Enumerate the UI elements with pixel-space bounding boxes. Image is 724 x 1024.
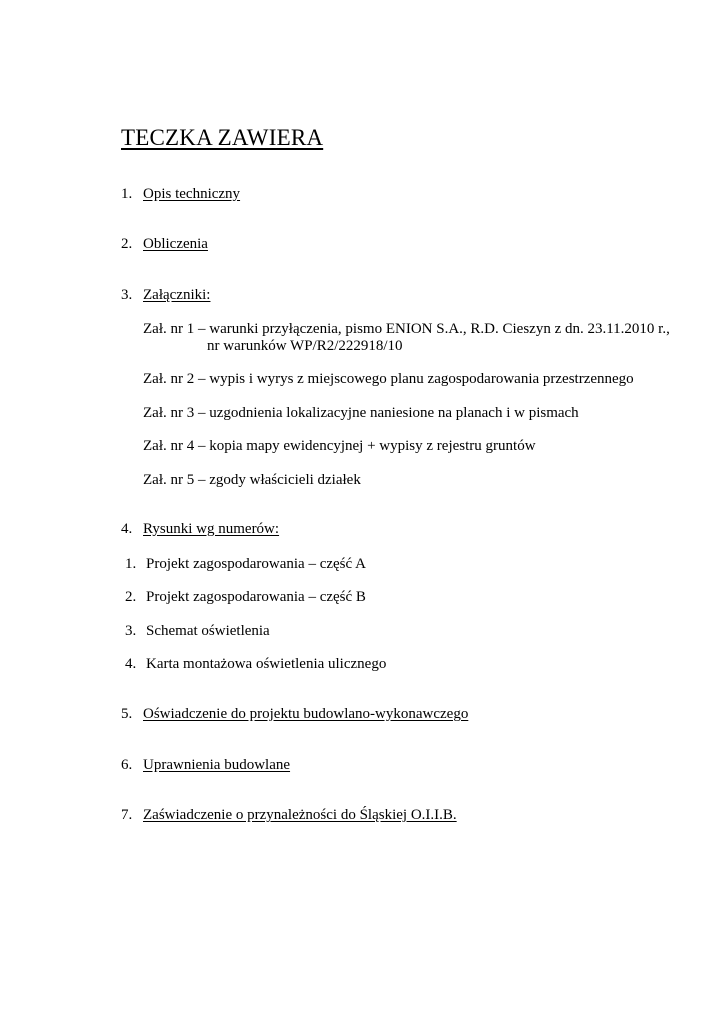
list-item-5	[121, 705, 468, 723]
attachment-2: Zał. nr 2 – wypis i wyrys z miejscowego planu zagospodarowania przestrzennego	[143, 371, 634, 387]
drawing-label: Projekt zagospodarowania – część B	[146, 589, 366, 605]
drawing-2	[125, 588, 366, 606]
list-item-label: Załączniki:	[143, 287, 211, 303]
list-item-number: 6.	[121, 757, 133, 773]
list-item-number: 7.	[121, 807, 133, 823]
list-item-label: Opis techniczny	[143, 186, 241, 202]
attachment-1-continuation: nr warunków WP/R2/222918/10	[207, 338, 403, 354]
drawing-label: Projekt zagospodarowania – część A	[146, 556, 366, 572]
drawing-label: Schemat oświetlenia	[146, 623, 270, 639]
list-item-4	[121, 520, 279, 538]
drawing-number: 3.	[125, 623, 137, 639]
drawing-number: 4.	[125, 656, 137, 672]
list-item-6	[121, 756, 290, 774]
list-item-number: 5.	[121, 706, 133, 722]
list-item-label: Oświadczenie do projektu budowlano-wykonawczego	[143, 706, 469, 722]
drawing-3	[125, 622, 270, 640]
list-item-number: 2.	[121, 236, 133, 252]
document-title: TECZKA ZAWIERA	[121, 125, 324, 150]
attachment-3: Zał. nr 3 – uzgodnienia lokalizacyjne naniesione na planach i w pismach	[143, 405, 579, 421]
list-item-label: Rysunki wg numerów:	[143, 521, 280, 537]
attachment-1: Zał. nr 1 – warunki przyłączenia, pismo ENION S.A., R.D. Cieszyn z dn. 23.11.2010 r.,	[143, 321, 670, 337]
list-item-number: 1.	[121, 186, 133, 202]
drawing-number: 1.	[125, 556, 137, 572]
list-item-label: Zaświadczenie o przynależności do Śląskiej O.I.I.B.	[143, 807, 457, 823]
list-item-number: 4.	[121, 521, 133, 537]
drawing-1	[125, 555, 366, 573]
list-item-7	[121, 806, 457, 824]
attachment-5: Zał. nr 5 – zgody właścicieli działek	[143, 472, 361, 488]
list-item-label: Obliczenia	[143, 236, 208, 252]
attachment-4: Zał. nr 4 – kopia mapy ewidencyjnej + wypisy z rejestru gruntów	[143, 438, 536, 454]
list-item-1	[121, 185, 240, 203]
list-item-2	[121, 235, 208, 253]
list-item-3	[121, 286, 210, 304]
drawing-label: Karta montażowa oświetlenia ulicznego	[146, 656, 387, 672]
drawing-4	[125, 655, 386, 673]
list-item-number: 3.	[121, 287, 133, 303]
drawing-number: 2.	[125, 589, 137, 605]
list-item-label: Uprawnienia budowlane	[143, 757, 291, 773]
